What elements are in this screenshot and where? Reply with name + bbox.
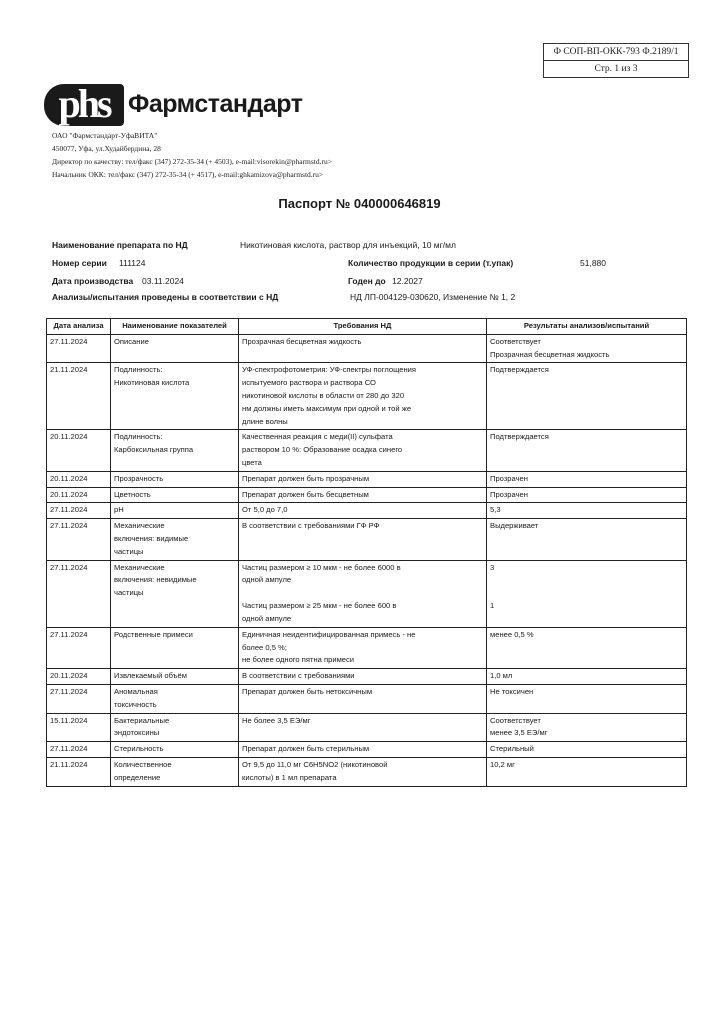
- cell-requirements: [239, 519, 487, 560]
- cell-result: [487, 519, 687, 560]
- cell-requirements: [239, 334, 487, 363]
- cell-date: 27.11.2024: [47, 627, 111, 668]
- series-value: 111124: [119, 258, 146, 268]
- cell-result: [487, 757, 687, 786]
- cell-indicator-line: включения: невидимые: [114, 575, 197, 585]
- cell-result: [487, 363, 687, 430]
- table-row: [47, 503, 687, 519]
- cell-indicator-line: pH: [114, 505, 124, 515]
- header-date: Дата анализа: [47, 319, 111, 335]
- cell-indicator: [111, 503, 239, 519]
- table-body: [47, 334, 687, 786]
- cell-result-line: Подтверждается: [490, 365, 549, 375]
- cell-indicator: [111, 627, 239, 668]
- cell-indicator-line: Подлинность:: [114, 365, 163, 375]
- cell-requirements-line: От 5,0 до 7,0: [242, 505, 288, 515]
- analysis-standard-label: Анализы/испытания проведены в соответствии с НД: [52, 292, 279, 302]
- table-row: [47, 430, 687, 471]
- cell-requirements: [239, 757, 487, 786]
- production-date-label: Дата производства: [52, 276, 134, 286]
- cell-indicator-line: определение: [114, 772, 161, 782]
- cell-requirements-line: Препарат должен быть бесцветным: [242, 489, 369, 499]
- passport-title: Паспорт № 040000646819: [278, 196, 441, 211]
- cell-date: 20.11.2024: [47, 669, 111, 685]
- company-logo: [44, 81, 303, 126]
- cell-result: [487, 713, 687, 742]
- cell-indicator: [111, 560, 239, 627]
- cell-result-line: 5,3: [490, 505, 501, 515]
- logo-wordmark: Фармстандарт: [128, 90, 303, 118]
- cell-requirements-line: От 9,5 до 11,0 мг C6H5NO2 (никотиновой: [242, 759, 388, 769]
- cell-result-line: [490, 587, 683, 600]
- cell-result-line: 3: [490, 562, 495, 572]
- cell-indicator: [111, 430, 239, 471]
- table-row: [47, 560, 687, 627]
- cell-requirements-line: Препарат должен быть нетоксичным: [242, 686, 373, 696]
- cell-requirements-line: Не более 3,5 ЕЭ/мг: [242, 715, 311, 725]
- cell-requirements-line: В соответствии с требованиями ГФ РФ: [242, 521, 380, 531]
- cell-result-line: Подтверждается: [490, 432, 549, 442]
- cell-result: [487, 560, 687, 627]
- cell-result-line: Стерильный: [490, 744, 534, 754]
- cell-requirements: [239, 627, 487, 668]
- cell-result-line: 10,2 мг: [490, 759, 515, 769]
- company-address: 450077, Уфа, ул.Худайбердина, 28: [52, 144, 161, 153]
- cell-indicator-line: Цветность: [114, 489, 151, 499]
- cell-indicator-line: Стерильность: [114, 744, 164, 754]
- cell-date: 20.11.2024: [47, 471, 111, 487]
- cell-indicator-line: Бактериальные: [114, 715, 170, 725]
- header-results: Результаты анализов/испытаний: [487, 319, 687, 335]
- cell-requirements-line: раствором 10 %: Образование осадка синего: [242, 445, 403, 455]
- table-row: [47, 363, 687, 430]
- cell-requirements: [239, 669, 487, 685]
- director-contact: Директор по качеству: тел/факс (347) 272-35-34 (+ 4503), e-mail:visorekin@pharmstd.ru>: [52, 157, 332, 166]
- cell-requirements-line: Частиц размером ≥ 10 мкм - не более 6000 в: [242, 562, 401, 572]
- cell-date: 27.11.2024: [47, 519, 111, 560]
- table-row: [47, 713, 687, 742]
- cell-date: 27.11.2024: [47, 742, 111, 758]
- cell-date: 27.11.2024: [47, 560, 111, 627]
- cell-requirements-line: никотиновой кислоты в области от 280 до 320: [242, 390, 405, 400]
- cell-requirements-line: кислоты) в 1 мл препарата: [242, 772, 337, 782]
- cell-indicator-line: Описание: [114, 336, 149, 346]
- table-header-row: [47, 319, 687, 335]
- table-row: [47, 627, 687, 668]
- cell-indicator-line: частицы: [114, 588, 144, 598]
- cell-requirements: [239, 560, 487, 627]
- cell-requirements-line: не более одного пятна примеси: [242, 655, 355, 665]
- cell-indicator: [111, 487, 239, 503]
- analysis-table: [46, 318, 687, 787]
- drug-value: Никотиновая кислота, раствор для инъекций, 10 мг/мл: [240, 240, 456, 250]
- cell-requirements: [239, 684, 487, 713]
- quantity-value: 51,880: [580, 258, 606, 268]
- cell-requirements-line: длине волны: [242, 416, 288, 426]
- cell-result-line: менее 0,5 %: [490, 629, 534, 639]
- table-row: [47, 519, 687, 560]
- cell-indicator: [111, 519, 239, 560]
- cell-indicator: [111, 363, 239, 430]
- cell-date: 21.11.2024: [47, 757, 111, 786]
- cell-requirements: [239, 471, 487, 487]
- cell-requirements: [239, 363, 487, 430]
- cell-requirements-line: Прозрачная бесцветная жидкость: [242, 336, 362, 346]
- cell-requirements-line: одной ампуле: [242, 613, 292, 623]
- cell-result: [487, 503, 687, 519]
- cell-indicator: [111, 334, 239, 363]
- cell-indicator-line: Прозрачность: [114, 473, 164, 483]
- cell-requirements: [239, 713, 487, 742]
- page-number: Стр. 1 из 3: [594, 64, 638, 74]
- cell-date: 27.11.2024: [47, 684, 111, 713]
- head-okk-contact: Начальник ОКК: тел/факс (347) 272-35-34 (+ 4517), e-mail:ghkamizova@pharmstd.ru>: [52, 170, 324, 179]
- table-row: [47, 669, 687, 685]
- cell-indicator-line: включения: видимые: [114, 533, 189, 543]
- cell-indicator-line: Количественное: [114, 759, 172, 769]
- cell-result-line: Прозрачная бесцветная жидкость: [490, 349, 610, 359]
- cell-date: 15.11.2024: [47, 713, 111, 742]
- production-date-value: 03.11.2024: [142, 276, 184, 286]
- expiry-value: 12.2027: [392, 276, 423, 286]
- cell-indicator-line: Аномальная: [114, 686, 158, 696]
- cell-result-line: Не токсичен: [490, 686, 534, 696]
- cell-indicator: [111, 757, 239, 786]
- cell-result-line: [490, 574, 683, 587]
- cell-result: [487, 471, 687, 487]
- table-row: [47, 684, 687, 713]
- drug-label: Наименование препарата по НД: [52, 240, 188, 250]
- logo-mark: phs: [44, 84, 124, 126]
- cell-result-line: Соответствует: [490, 715, 541, 725]
- cell-requirements: [239, 487, 487, 503]
- series-label: Номер серии: [52, 258, 107, 268]
- cell-result: [487, 742, 687, 758]
- cell-result-line: менее 3,5 ЕЭ/мг: [490, 728, 548, 738]
- cell-result: [487, 669, 687, 685]
- form-code: Ф СОП-ВП-ОКК-793 Ф.2189/1: [544, 44, 688, 61]
- cell-requirements-line: более 0,5 %;: [242, 642, 287, 652]
- cell-requirements-line: одной ампуле: [242, 575, 292, 585]
- cell-indicator-line: Карбоксильная группа: [114, 445, 194, 455]
- cell-indicator: [111, 471, 239, 487]
- cell-result-line: 1,0 мл: [490, 671, 513, 681]
- cell-indicator-line: Подлинность:: [114, 432, 163, 442]
- cell-requirements: [239, 742, 487, 758]
- cell-result-line: Соответствует: [490, 336, 541, 346]
- cell-result: [487, 487, 687, 503]
- cell-indicator-line: Механические: [114, 521, 165, 531]
- cell-result: [487, 684, 687, 713]
- cell-requirements-line: Качественная реакция с меди(II) сульфата: [242, 432, 393, 442]
- cell-indicator: [111, 669, 239, 685]
- form-code-box: [543, 43, 689, 78]
- expiry-label: Годен до: [348, 276, 386, 286]
- company-name: ОАО "Фармстандарт-УфаВИТА": [52, 131, 158, 140]
- cell-requirements-line: испытуемого раствора и раствора СО: [242, 378, 376, 388]
- cell-indicator-line: Родственные примеси: [114, 629, 193, 639]
- header-indicator: Наименование показателей: [111, 319, 239, 335]
- cell-indicator-line: эндотоксины: [114, 728, 160, 738]
- cell-requirements-line: Единичная неидентифицированная примесь - не: [242, 629, 416, 639]
- table-row: [47, 487, 687, 503]
- cell-result: [487, 334, 687, 363]
- cell-requirements-line: Частиц размером ≥ 25 мкм - не более 600 в: [242, 601, 397, 611]
- cell-requirements: [239, 430, 487, 471]
- cell-indicator-line: Механические: [114, 562, 165, 572]
- cell-date: 27.11.2024: [47, 503, 111, 519]
- cell-result-line: Прозрачен: [490, 489, 528, 499]
- header-requirements: Требования НД: [239, 319, 487, 335]
- cell-result-line: Прозрачен: [490, 473, 528, 483]
- cell-requirements-line: [242, 587, 483, 600]
- table-row: [47, 334, 687, 363]
- table-row: [47, 757, 687, 786]
- cell-indicator-line: Извлекаемый объём: [114, 671, 187, 681]
- table-row: [47, 471, 687, 487]
- cell-date: 20.11.2024: [47, 487, 111, 503]
- cell-requirements: [239, 503, 487, 519]
- cell-requirements-line: В соответствии с требованиями: [242, 671, 355, 681]
- cell-result: [487, 430, 687, 471]
- cell-date: 21.11.2024: [47, 363, 111, 430]
- cell-requirements-line: Препарат должен быть прозрачным: [242, 473, 370, 483]
- cell-date: 20.11.2024: [47, 430, 111, 471]
- cell-result-line: Выдерживает: [490, 521, 539, 531]
- cell-requirements-line: УФ-спектрофотометрия: УФ-спектры поглощения: [242, 365, 417, 375]
- cell-date: 27.11.2024: [47, 334, 111, 363]
- cell-requirements-line: цвета: [242, 457, 262, 467]
- cell-indicator-line: токсичность: [114, 699, 157, 709]
- quantity-label: Количество продукции в серии (т.упак): [348, 258, 514, 268]
- cell-indicator: [111, 713, 239, 742]
- analysis-standard-value: НД ЛП-004129-030620, Изменение № 1, 2: [350, 292, 516, 302]
- cell-indicator-line: частицы: [114, 546, 144, 556]
- cell-indicator: [111, 742, 239, 758]
- cell-result: [487, 627, 687, 668]
- table-row: [47, 742, 687, 758]
- cell-result-line: 1: [490, 601, 495, 611]
- cell-requirements-line: нм должны иметь максимум при одной и той же: [242, 403, 412, 413]
- cell-requirements-line: Препарат должен быть стерильным: [242, 744, 370, 754]
- cell-indicator: [111, 684, 239, 713]
- cell-indicator-line: Никотиновая кислота: [114, 378, 190, 388]
